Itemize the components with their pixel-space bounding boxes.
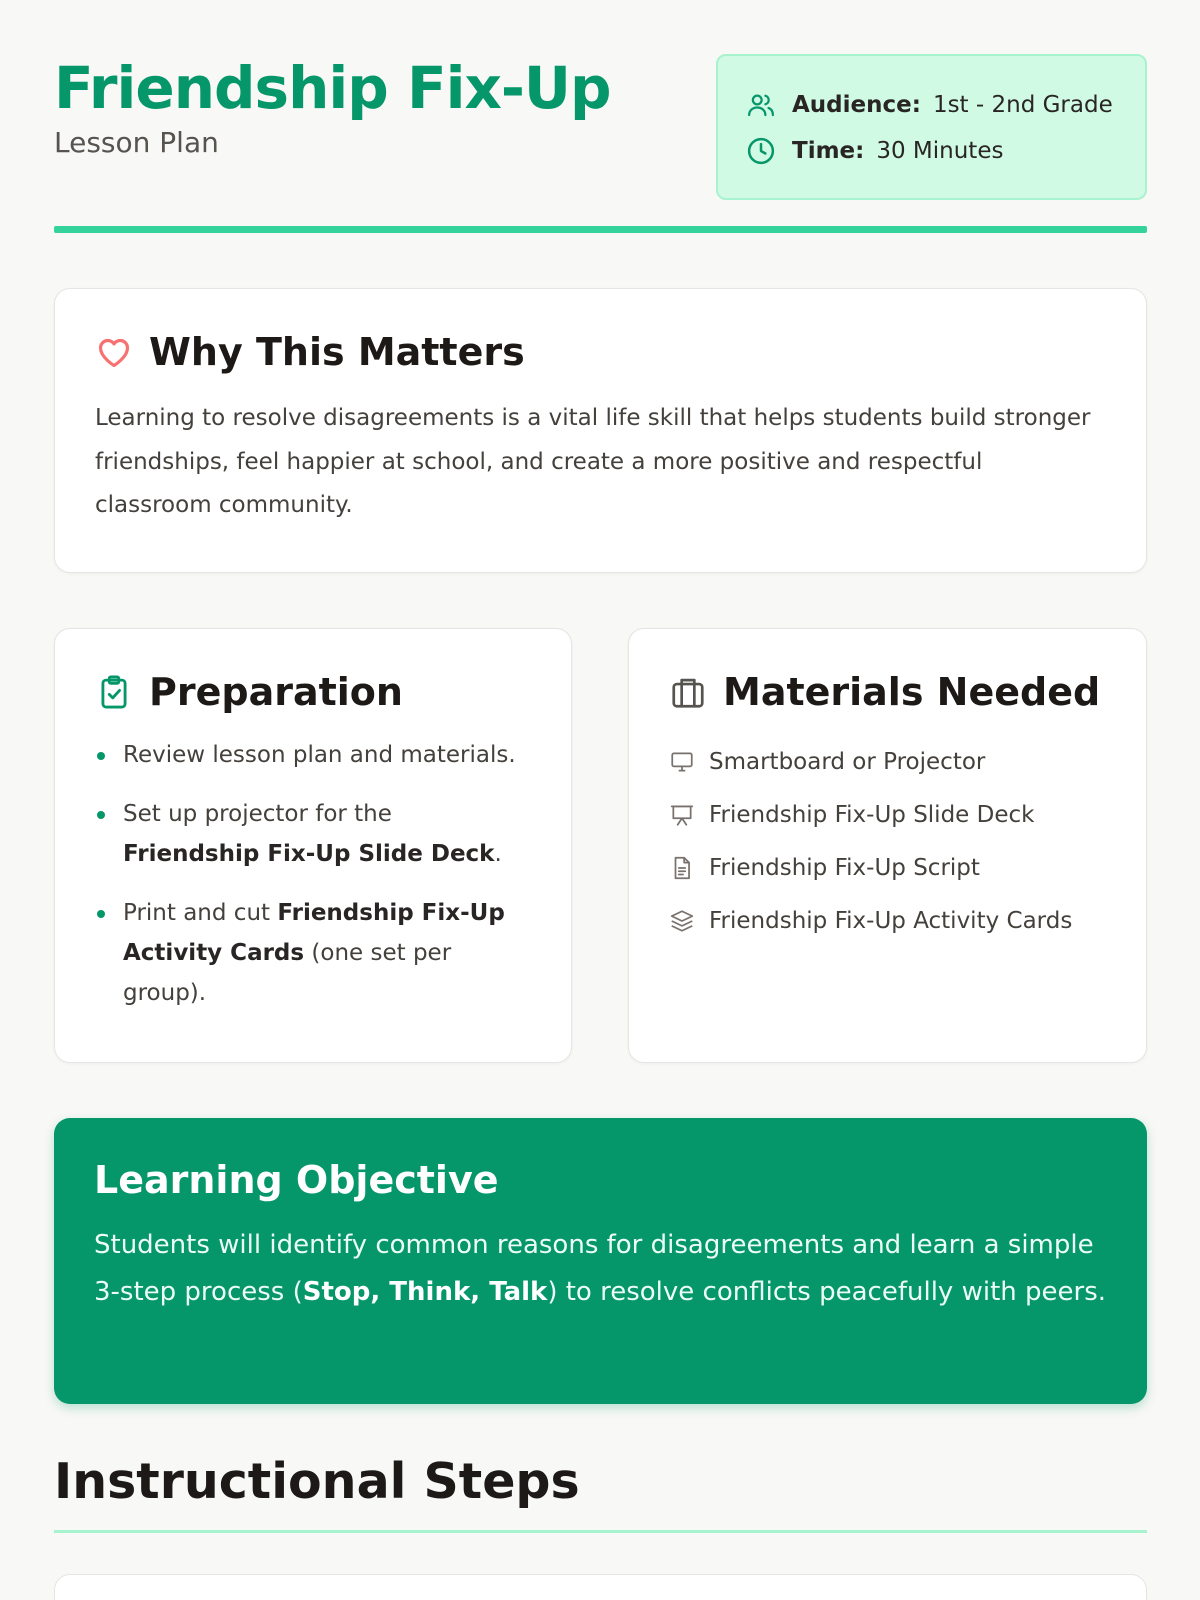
list-item: Friendship Fix-Up Script (669, 841, 1106, 894)
header-divider (54, 226, 1147, 233)
materials-title (669, 669, 1106, 715)
list-item: Friendship Fix-Up Slide Deck (669, 788, 1106, 841)
list-item: Friendship Fix-Up Activity Cards (669, 894, 1106, 947)
preparation-title (95, 669, 531, 715)
clipboard-check-icon (95, 673, 133, 711)
users-icon (746, 90, 776, 120)
preparation-card (54, 628, 572, 1063)
objective-text: Students will identify common reasons for disagreements and learn a simple 3-step process (Stop, Think, Talk) to resolve conflicts peacefully with peers. (94, 1230, 1106, 1307)
learning-objective-panel (54, 1118, 1147, 1404)
time-row (746, 128, 1117, 174)
audience-value: 1st - 2nd Grade (932, 92, 1113, 118)
briefcase-icon (669, 673, 707, 711)
steps-divider (54, 1530, 1147, 1533)
list-item: Set up projector for the Friendship Fix-Up Slide Deck. (95, 794, 531, 874)
lesson-meta-box (716, 54, 1147, 200)
why-text: Learning to resolve disagreements is a vital life skill that helps students build stronger friendships, feel happier at school, and create a more positive and respectful classroom community. (95, 405, 1091, 518)
why-title-text: Why This Matters (149, 330, 525, 374)
materials-card (628, 628, 1147, 1063)
clock-icon (746, 136, 776, 166)
materials-list (669, 735, 1106, 947)
preparation-list (95, 735, 531, 1013)
presentation-icon (669, 802, 695, 828)
page-subtitle: Lesson Plan (54, 126, 219, 159)
monitor-icon (669, 749, 695, 775)
time-label: Time: (792, 138, 865, 164)
list-item: Review lesson plan and materials. (95, 735, 531, 775)
time-value: 30 Minutes (876, 138, 1004, 164)
document-icon (669, 855, 695, 881)
page-title: Friendship Fix-Up (54, 54, 611, 122)
header (54, 54, 1147, 234)
preparation-title-text: Preparation (149, 670, 403, 714)
why-title (95, 329, 1106, 375)
materials-title-text: Materials Needed (723, 670, 1101, 714)
steps-card (54, 1574, 1147, 1600)
list-item: Smartboard or Projector (669, 735, 1106, 788)
list-item: Print and cut Friendship Fix-Up Activity Cards (one set per group). (95, 893, 531, 1013)
audience-row (746, 82, 1117, 128)
objective-title: Learning Objective (94, 1158, 499, 1202)
audience-label: Audience: (792, 92, 921, 118)
heart-icon (95, 333, 133, 371)
why-this-matters-card (54, 288, 1147, 573)
layers-icon (669, 908, 695, 934)
steps-section-title: Instructional Steps (54, 1453, 580, 1510)
